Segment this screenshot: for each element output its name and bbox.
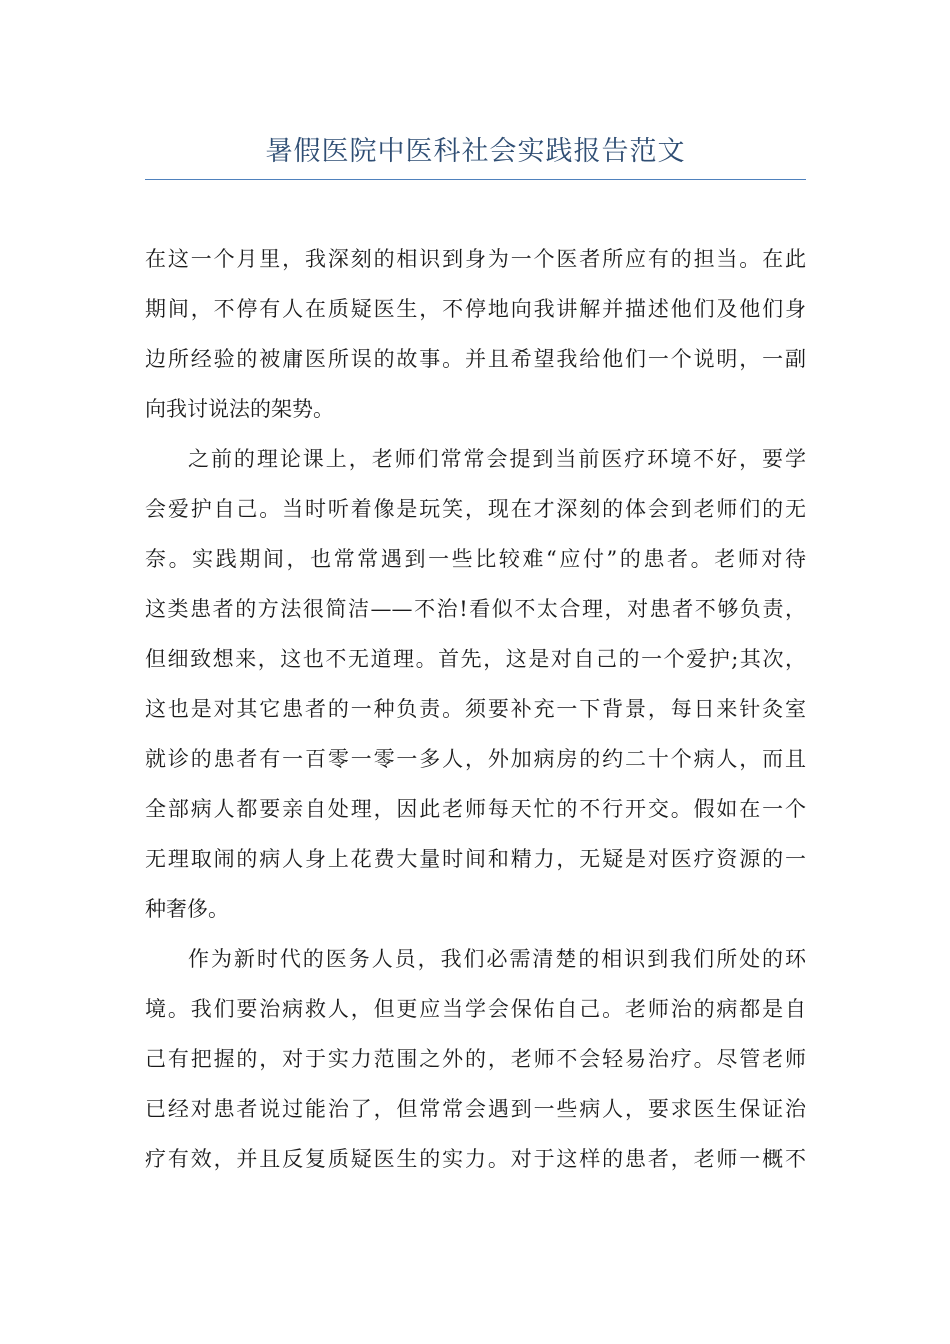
text-line: 种奢侈。 (145, 897, 229, 921)
text-line: 全部病人都要亲自处理，因此老师每天忙的不行开交。假如在一个 (145, 797, 806, 821)
title-underline (145, 179, 806, 180)
text-line: 期间，不停有人在质疑医生，不停地向我讲解并描述他们及他们身 (145, 297, 806, 321)
text-line: 境。我们要治病救人，但更应当学会保佑自己。老师治的病都是自 (145, 997, 806, 1021)
text-line: 在这一个月里，我深刻的相识到身为一个医者所应有的担当。在此 (145, 247, 806, 271)
text-line: 这也是对其它患者的一种负责。须要补充一下背景，每日来针灸室 (145, 697, 806, 721)
text-line: 边所经验的被庸医所误的故事。并且希望我给他们一个说明，一副 (145, 347, 806, 371)
text-line: 但细致想来，这也不无道理。首先，这是对自己的一个爱护;其次， (145, 647, 806, 671)
text-line: 己有把握的，对于实力范围之外的，老师不会轻易治疗。尽管老师 (145, 1047, 806, 1071)
text-line: 向我讨说法的架势。 (145, 397, 334, 421)
text-line: 已经对患者说过能治了，但常常会遇到一些病人，要求医生保证治 (145, 1097, 806, 1121)
text-line: 无理取闹的病人身上花费大量时间和精力，无疑是对医疗资源的一 (145, 847, 806, 871)
document-title: 暑假医院中医科社会实践报告范文 (265, 136, 686, 167)
document-body (145, 234, 806, 1184)
text-line: 疗有效，并且反复质疑医生的实力。对于这样的患者，老师一概不 (145, 1147, 806, 1171)
text-line: 奈。实践期间，也常常遇到一些比较难“应付”的患者。老师对待 (145, 547, 806, 571)
text-line: 这类患者的方法很简洁——不治!看似不太合理，对患者不够负责， (145, 597, 806, 621)
text-line: 之前的理论课上，老师们常常会提到当前医疗环境不好，要学 (188, 447, 806, 471)
text-line: 作为新时代的医务人员，我们必需清楚的相识到我们所处的环 (188, 947, 806, 971)
text-line: 就诊的患者有一百零一零一多人，外加病房的约二十个病人，而且 (145, 747, 806, 771)
text-line: 会爱护自己。当时听着像是玩笑，现在才深刻的体会到老师们的无 (145, 497, 806, 521)
